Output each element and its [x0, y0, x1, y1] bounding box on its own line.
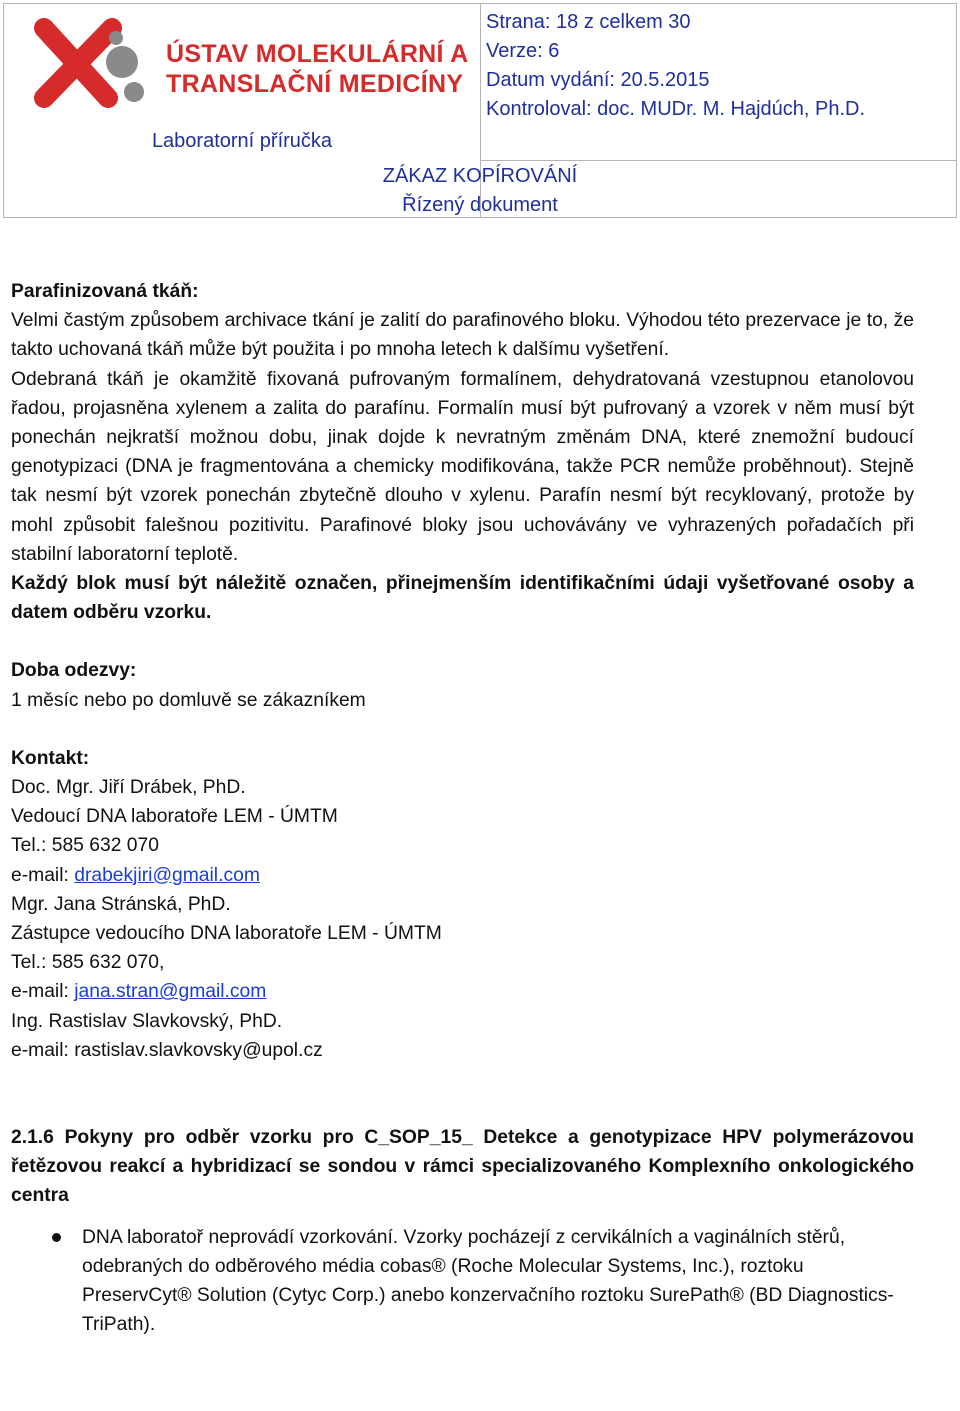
document-body	[11, 277, 914, 1340]
contact-3-name: Ing. Rastislav Slavkovský, PhD.	[11, 1010, 283, 1032]
contact-3-email: e-mail: rastislav.slavkovsky@upol.cz	[11, 1039, 323, 1061]
document-meta	[486, 8, 865, 124]
contact-1-email-link[interactable]: drabekjiri@gmail.com	[74, 864, 260, 886]
contact-2-email-row	[11, 977, 914, 1006]
bullet-icon	[52, 1233, 61, 1242]
manual-title: Laboratorní příručka	[151, 130, 333, 152]
sampling-instruction-text: DNA laboratoř neprovádí vzorkování. Vzorky pocházejí z cervikálních a vaginálních stěrů, odebraných do odběrového média cobas® (Roche Molecular Systems, Inc.), roztoku PreservCyt® Solution (Cytyc Corp.) anebo konzervačního roztoku SurePath® (BD Diagnostics-TriPath).	[82, 1226, 894, 1336]
paraffin-heading: Parafinizovaná tkáň:	[11, 281, 199, 302]
contact-2-phone: Tel.: 585 632 070,	[11, 952, 165, 974]
sampling-instructions-list	[11, 1223, 914, 1340]
version: Verze: 6	[486, 40, 560, 62]
contact-1-email-label: e-mail:	[11, 864, 75, 886]
logo-mark-icon	[26, 18, 146, 113]
response-time-text: 1 měsíc nebo po domluvě se zákazníkem	[11, 689, 366, 711]
document-header	[3, 3, 957, 218]
logo-line-1: ÚSTAV MOLEKULÁRNÍ A	[166, 40, 469, 68]
section-2-1-6-heading: 2.1.6 Pokyny pro odběr vzorku pro C_SOP_15_ Detekce a genotypizace HPV polymerázovou řetězovou reakcí a hybridizací se sondou v rámci specializovaného Komplexního onkologického centra	[11, 1127, 914, 1207]
contact-1-role: Vedoucí DNA laboratoře LEM - ÚMTM	[11, 806, 338, 828]
contact-heading: Kontakt:	[11, 747, 90, 769]
contact-2-name: Mgr. Jana Stránská, PhD.	[11, 893, 231, 915]
controlled-document: Řízený dokument	[402, 194, 558, 216]
contact-2-email-label: e-mail:	[11, 981, 75, 1003]
contact-1-name: Doc. Mgr. Jiří Drábek, PhD.	[11, 777, 246, 799]
contact-2-email-link[interactable]: jana.stran@gmail.com	[74, 981, 267, 1003]
checked-by: Kontroloval: doc. MUDr. M. Hajdúch, Ph.D.	[486, 98, 866, 120]
paraffin-paragraph-2: Odebraná tkáň je okamžitě fixovaná pufrovaným formalínem, dehydratovaná vzestupnou etanolovou řadou, projasněna xylenem a zalita do parafínu. Formalín musí být pufrovaný a vzorek v něm musí být ponechán nejkratší možnou dobu, jinak dojde k nevratným změnám DNA, které znemožní budoucí genotypizaci (DNA je fragmentována a chemicky modifikována, takže PCR nemůže proběhnout). Stejně tak nesmí být vzorek ponechán zbytečně dlouho v xylenu. Parafín nesmí být recyklovaný, protože by mohl způsobit falešnou pozitivitu. Parafinové bloky jsou uchovávány ve vyhrazených pořadačích při stabilní laboratorní teplotě.	[11, 368, 914, 565]
header-divider-horizontal	[480, 160, 956, 161]
page-info: Strana: 18 z celkem 30	[486, 11, 691, 33]
response-time-heading: Doba odezvy:	[11, 660, 137, 682]
paraffin-paragraph-1: Velmi častým způsobem archivace tkání je zalití do parafinového bloku. Výhodou této prezervace je to, že takto uchovaná tkáň může být použita i po mnoha letech k dalšímu vyšetření.	[11, 310, 914, 361]
logo-line-2: TRANSLAČNÍ MEDICÍNY	[166, 70, 464, 98]
copy-warning: ZÁKAZ KOPÍROVÁNÍ	[382, 165, 578, 187]
institute-logo	[26, 18, 469, 108]
issue-date: Datum vydání: 20.5.2015	[486, 69, 710, 91]
contact-2-role: Zástupce vedoucího DNA laboratoře LEM - ÚMTM	[11, 923, 442, 945]
contact-1-phone: Tel.: 585 632 070	[11, 835, 159, 857]
list-item	[11, 1223, 914, 1340]
paraffin-labeling-note: Každý blok musí být náležitě označen, přinejmenším identifikačními údaji vyšetřované osoby a datem odběru vzorku.	[11, 573, 914, 624]
contact-1-email-row	[11, 861, 914, 890]
